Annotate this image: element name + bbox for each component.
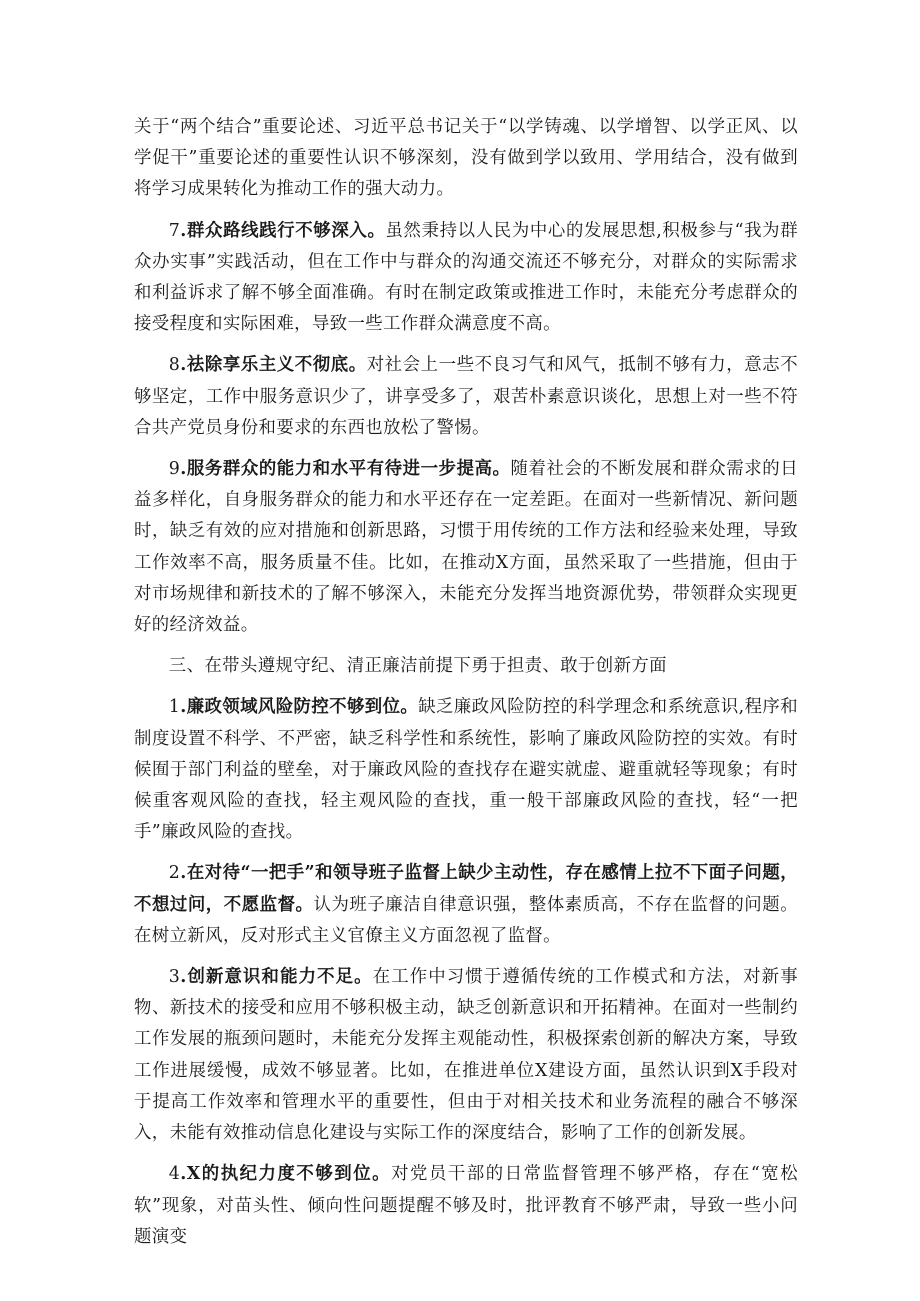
item-number: 1 — [168, 697, 181, 718]
section-heading — [134, 651, 798, 682]
list-item-3 — [134, 962, 798, 1149]
document-page — [134, 112, 798, 1263]
list-item-9 — [134, 454, 798, 641]
item-title: .在对待“一把手”和领导班子监督上缺少主动性，存在感情上拉不下面子问题，不想过问，不愿监督。 — [134, 863, 798, 915]
item-text: 认为班子廉洁自律意识强，整体素质高，不存在监督的问题。在树立新风，反对形式主义官僚主义方面忽视了监督。 — [134, 894, 798, 946]
item-text: 虽然秉持以人民为中心的发展思想,积极参与“我为群众办实事”实践活动，但在工作中与群众的沟通交流还不够充分，对群众的实际需求和利益诉求了解不够全面准确。有时在制定政策或推进工作时，未能充分考虑群众的接受程度和实际困难，导致一些工作群众满意度不高。 — [134, 220, 798, 335]
item-text: 随着社会的不断发展和群众需求的日益多样化，自身服务群众的能力和水平还存在一定差距。在面对一些新情况、新问题时，缺乏有效的应对措施和创新思路，习惯于用传统的工作方法和经验来处理，导致工作效率不高，服务质量不佳。比如，在推动X方面，虽然采取了一些措施，但由于对市场规律和新技术的了解不够深入，未能充分发挥当地资源优势，带领群众实现更好的经济效益。 — [134, 459, 799, 636]
paragraph-continuation — [134, 112, 798, 206]
section-heading-text: 三、在带头遵规守纪、清正廉洁前提下勇于担责、敢于创新方面 — [168, 656, 667, 677]
item-title: .创新意识和能力不足。 — [180, 967, 373, 988]
item-number: 8 — [168, 355, 181, 376]
item-text: 缺乏廉政风险防控的科学理念和系统意识,程序和制度设置不科学、不严密，缺乏科学性和系统性，影响了廉政风险防控的实效。有时候囿于部门利益的壁垒，对于廉政风险的查找存在避实就虚、避重就轻等现象；有时候重客观风险的查找，轻主观风险的查找，重一般干部廉政风险的查找，轻“一把手”廉政风险的查找。 — [134, 697, 798, 843]
paragraph-text: 关于“两个结合”重要论述、习近平总书记关于“以学铸魂、以学增智、以学正风、以学促干”重要论述的重要性认识不够深刻，没有做到学以致用、学用结合，没有做到将学习成果转化为推动工作的强大动力。 — [134, 117, 798, 200]
list-item-8 — [134, 350, 798, 444]
list-item-4 — [134, 1159, 798, 1253]
item-number: 2 — [168, 863, 181, 884]
item-number: 4 — [168, 1164, 181, 1185]
item-title: .祛除享乐主义不彻底。 — [180, 355, 367, 376]
list-item-7 — [134, 216, 798, 341]
list-item-1 — [134, 692, 798, 848]
item-number: 7 — [168, 220, 181, 241]
item-title: .廉政领域风险防控不够到位。 — [180, 697, 419, 718]
item-text: 在工作中习惯于遵循传统的工作模式和方法，对新事物、新技术的接受和应用不够积极主动，缺乏创新意识和开拓精神。在面对一些制约工作发展的瓶颈问题时，未能充分发挥主观能动性，积极探索创新的解决方案，导致工作进展缓慢，成效不够显著。比如，在推进单位X建设方面，虽然认识到X手段对于提高工作效率和管理水平的重要性，但由于对相关技术和业务流程的融合不够深入，未能有效推动信息化建设与实际工作的深度结合，影响了工作的创新发展。 — [134, 967, 798, 1144]
item-title: .群众路线践行不够深入。 — [180, 220, 386, 241]
item-title: .X的执纪力度不够到位。 — [180, 1164, 392, 1185]
item-text: 对社会上一些不良习气和风气，抵制不够有力，意志不够坚定，工作中服务意识少了，讲享受多了，艰苦朴素意识谈化，思想上对一些不符合共产党员身份和要求的东西也放松了警惕。 — [134, 355, 798, 438]
item-number: 3 — [168, 967, 181, 988]
item-number: 9 — [168, 459, 181, 480]
item-text: 对党员干部的日常监督管理不够严格，存在“宽松软”现象，对苗头性、倾向性问题提醒不够及时，批评教育不够严肃，导致一些小问题演变 — [134, 1164, 798, 1247]
list-item-2 — [134, 858, 798, 952]
item-title: .服务群众的能力和水平有待进一步提高。 — [180, 459, 511, 480]
